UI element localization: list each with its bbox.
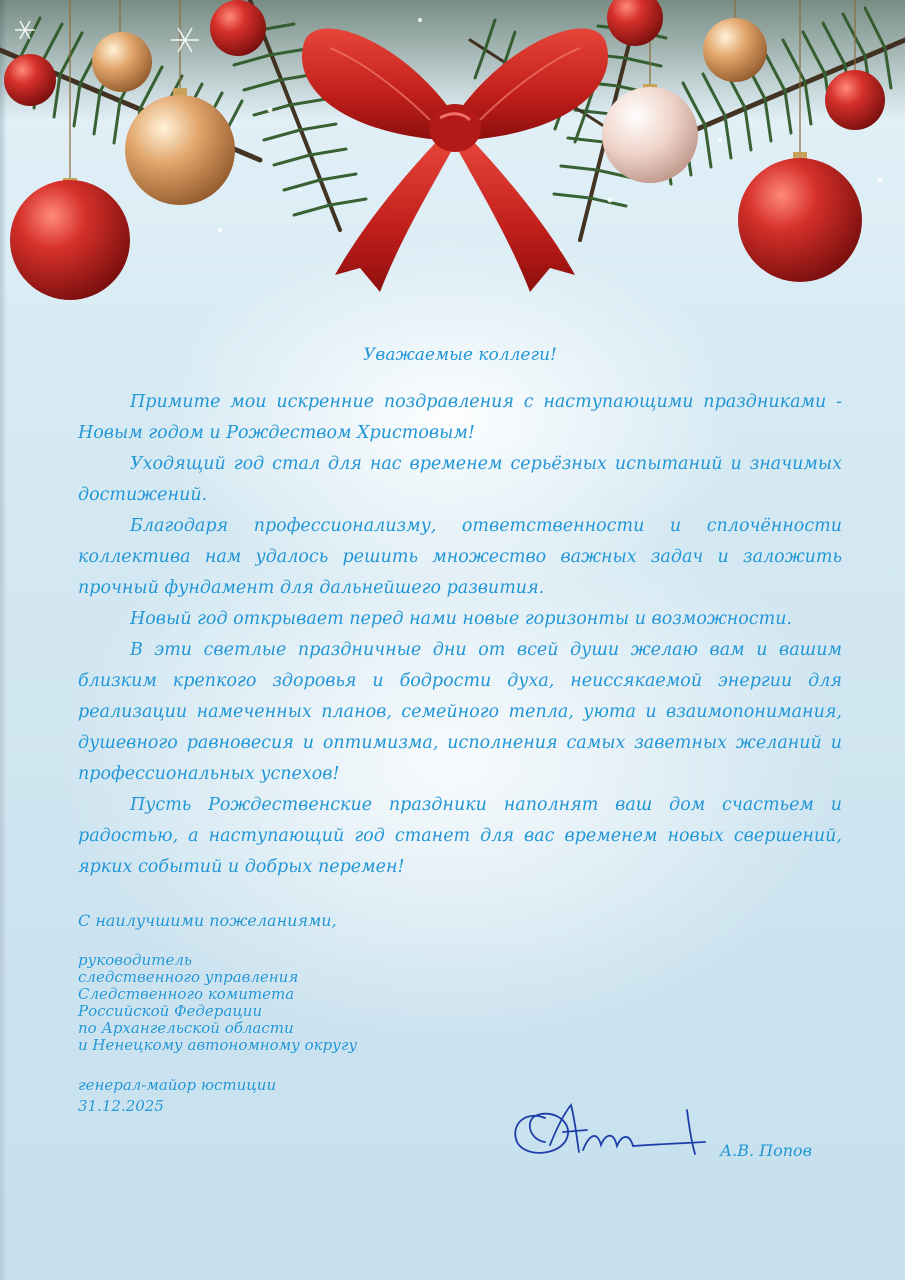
paragraph: Уходящий год стал для нас временем серьёзных испытаний и значимых достижений. <box>78 454 842 505</box>
paragraph: Пусть Рождественские праздники наполнят ваш дом счастьем и радостью, а наступающий год станет для вас временем новых свершений, ярких событий и добрых перемен! <box>78 795 842 877</box>
signer-position <box>78 952 842 1054</box>
position-line: руководитель <box>78 951 193 969</box>
position-line: Следственного комитета <box>78 985 295 1003</box>
closing: С наилучшими пожеланиями, <box>78 911 337 930</box>
salutation: Уважаемые коллеги! <box>363 345 557 365</box>
position-line: по Архангельской области <box>78 1019 294 1037</box>
paragraph: Примите мои искренние поздравления с наступающими праздниками - Новым годом и Рождеством Христовым! <box>78 392 842 443</box>
christmas-decoration <box>0 0 905 320</box>
letter-date: 31.12.2025 <box>78 1097 164 1115</box>
paragraph: Новый год открывает перед нами новые горизонты и возможности. <box>130 609 793 629</box>
letter-body <box>78 345 842 1116</box>
handwritten-signature <box>505 1090 725 1170</box>
position-line: Российской Федерации <box>78 1002 263 1020</box>
signer-name: А.В. Попов <box>720 1141 812 1160</box>
paragraph: В эти светлые праздничные дни от всей души желаю вам и вашим близким крепкого здоровья и бодрости духа, неиссякаемой энергии для реализации намеченных планов, семейного тепла, уюта и взаимопонимания, душевного равновесия и оптимизма, исполнения самых заветных желаний и профессиональных успехов! <box>78 640 842 784</box>
signer-rank: генерал-майор юстиции <box>78 1076 277 1094</box>
signature-block <box>505 1090 845 1170</box>
paragraph: Благодаря профессионализму, ответственности и сплочённости коллектива нам удалось решить множество важных задач и заложить прочный фундамент для дальнейшего развития. <box>78 516 842 598</box>
position-line: и Ненецкому автономному округу <box>78 1036 358 1054</box>
position-line: следственного управления <box>78 968 299 986</box>
